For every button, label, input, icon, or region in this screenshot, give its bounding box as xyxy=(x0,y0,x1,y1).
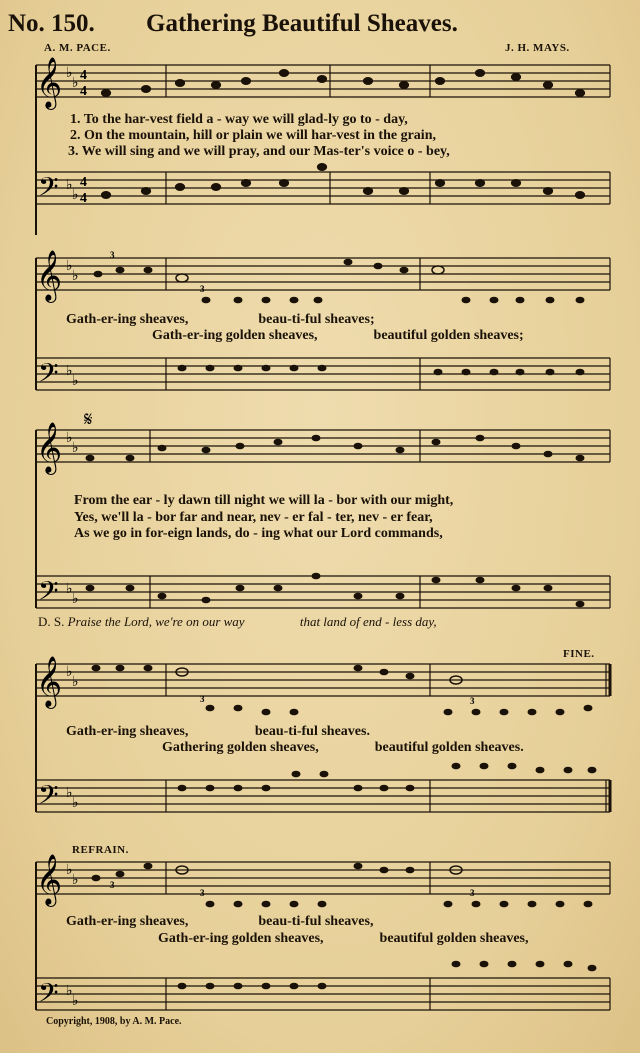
svg-text:𝄢: 𝄢 xyxy=(38,357,59,395)
svg-text:𝄢: 𝄢 xyxy=(38,575,59,610)
svg-text:𝄞: 𝄞 xyxy=(36,250,63,301)
lyricist-credit: A. M. PACE. xyxy=(44,42,111,54)
svg-text:♭: ♭ xyxy=(72,374,79,389)
svg-text:𝄞: 𝄞 xyxy=(36,854,63,905)
svg-text:3: 3 xyxy=(200,888,205,898)
svg-text:𝄞: 𝄞 xyxy=(36,656,63,707)
svg-text:𝄢: 𝄢 xyxy=(38,779,59,817)
system-3-lyrics-line-1: From the ear - ly dawn till night we will la - bor with our might, xyxy=(74,493,454,508)
svg-text:♭: ♭ xyxy=(72,796,79,811)
copyright-notice: Copyright, 1908, by A. M. Pace. xyxy=(46,1016,182,1027)
svg-text:3: 3 xyxy=(200,694,205,704)
svg-text:♭: ♭ xyxy=(66,364,73,379)
svg-text:♭: ♭ xyxy=(72,188,79,203)
system-5-lyrics-line-2: Gath-er-ing golden sheaves, beautiful golden sheaves, xyxy=(158,931,529,946)
refrain-marker: REFRAIN. xyxy=(72,844,129,856)
system-3-lyrics-line-3: As we go in for-eign lands, do - ing what our Lord commands, xyxy=(74,526,443,541)
svg-text:3: 3 xyxy=(470,696,475,706)
time-signature: 4 xyxy=(80,68,87,83)
system-4-lyrics-line-2: Gathering golden sheaves, beautiful golden sheaves. xyxy=(162,740,524,755)
svg-text:♭: ♭ xyxy=(66,786,73,801)
svg-text:♭: ♭ xyxy=(72,675,79,690)
svg-text:♭: ♭ xyxy=(72,269,79,284)
svg-text:3: 3 xyxy=(200,284,205,294)
svg-text:♭: ♭ xyxy=(66,259,73,274)
ds-prefix: D. S. xyxy=(38,614,65,629)
hymn-number: No. 150. xyxy=(8,10,95,37)
svg-text:♭: ♭ xyxy=(66,178,73,193)
svg-text:4: 4 xyxy=(80,191,87,206)
svg-text:♭: ♭ xyxy=(72,994,79,1009)
svg-text:♭: ♭ xyxy=(66,984,73,999)
svg-text:4: 4 xyxy=(80,84,87,99)
verse-1-lyrics: 1. To the har-vest field a - way we will glad-ly go to - day, xyxy=(70,112,408,127)
svg-text:4: 4 xyxy=(80,175,87,190)
bass-clef-icon: 𝄢 xyxy=(38,171,59,209)
svg-text:3: 3 xyxy=(110,880,115,890)
svg-text:♭: ♭ xyxy=(72,873,79,888)
svg-text:3: 3 xyxy=(470,888,475,898)
ds-text: Praise the Lord, we're on our way xyxy=(67,614,245,629)
svg-text:♭: ♭ xyxy=(72,592,79,607)
composer-credit: J. H. MAYS. xyxy=(505,42,570,54)
svg-text:♭: ♭ xyxy=(66,582,73,597)
verse-2-lyrics: 2. On the mountain, hill or plain we will har-vest in the grain, xyxy=(70,128,436,143)
treble-clef-icon: 𝄞 xyxy=(36,57,63,108)
svg-text:𝄞: 𝄞 xyxy=(36,422,63,473)
flat-sign-icon: ♭ xyxy=(66,66,73,81)
hymn-title: Gathering Beautiful Sheaves. xyxy=(146,10,458,37)
dal-segno-line xyxy=(38,614,437,630)
svg-text:3: 3 xyxy=(110,250,115,260)
bass-staff xyxy=(36,172,610,204)
system-5-lyrics-line-1: Gath-er-ing sheaves, beau-ti-ful sheaves, xyxy=(66,914,374,929)
system-2-lyrics-line-1: Gath-er-ing sheaves, beau-ti-ful sheaves; xyxy=(66,312,375,327)
system-4-lyrics-line-1: Gath-er-ing sheaves, beau-ti-ful sheaves. xyxy=(66,724,370,739)
system-2-lyrics-line-2: Gath-er-ing golden sheaves, beautiful golden sheaves; xyxy=(152,328,524,343)
fine-marker: FINE. xyxy=(563,648,595,660)
svg-text:♭: ♭ xyxy=(72,76,79,91)
system-3-lyrics-line-2: Yes, we'll la - bor far and near, nev - er fal - ter, nev - er fear, xyxy=(74,510,433,525)
svg-text:𝄢: 𝄢 xyxy=(38,977,59,1015)
svg-text:♭: ♭ xyxy=(66,863,73,878)
svg-text:♭: ♭ xyxy=(66,665,73,680)
segno-icon: 𝄋 xyxy=(84,410,93,431)
svg-text:♭: ♭ xyxy=(72,441,79,456)
svg-text:♭: ♭ xyxy=(66,431,73,446)
verse-3-lyrics: 3. We will sing and we will pray, and our Mas-ter's voice o - bey, xyxy=(68,144,450,159)
ds-text-2: that land of end - less day, xyxy=(299,614,437,629)
